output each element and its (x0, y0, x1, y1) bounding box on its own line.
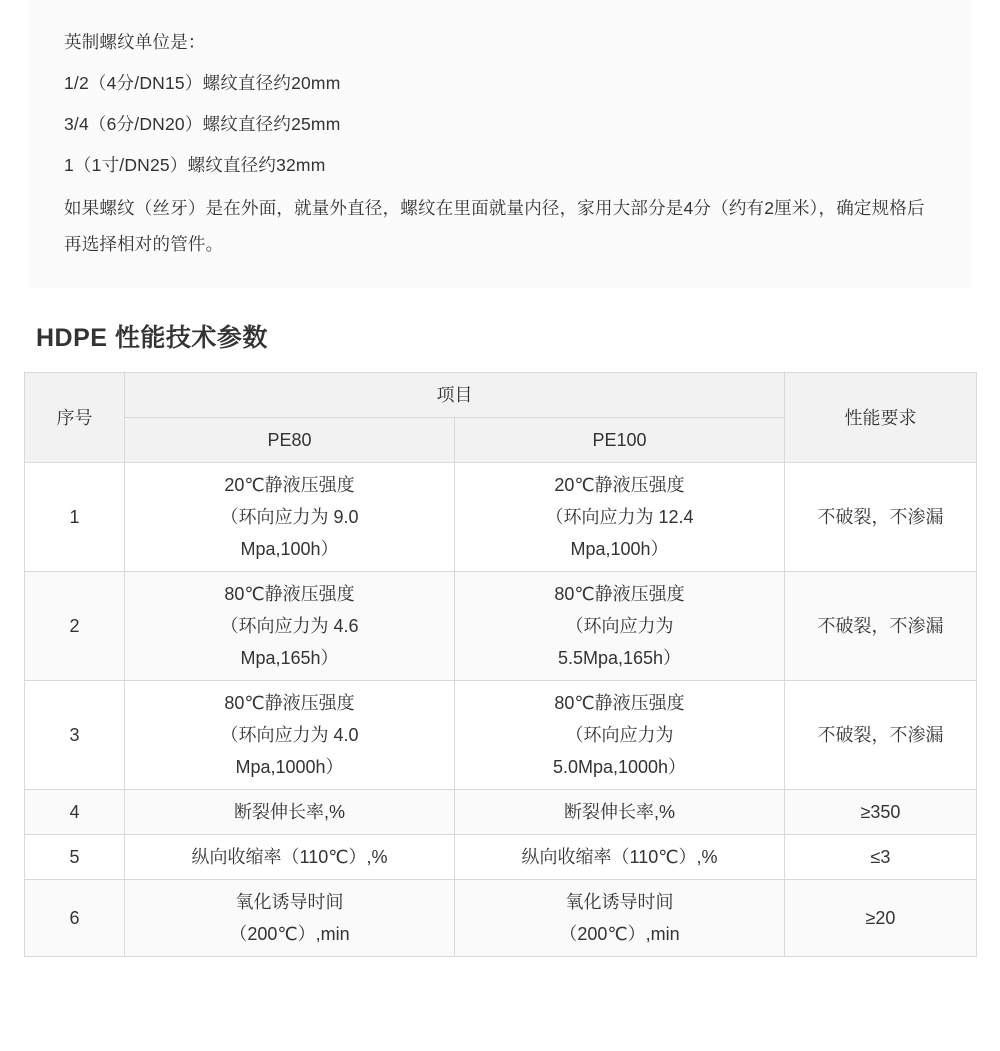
note-paragraph: 如果螺纹（丝牙）是在外面，就量外直径，螺纹在里面就量内径，家用大部分是4分（约有2厘米），确定规格后再选择相对的管件。 (64, 198, 925, 254)
cell-requirement: 不破裂，不渗漏 (785, 572, 977, 681)
cell-no: 6 (25, 880, 125, 957)
cell-requirement: 不破裂，不渗漏 (785, 681, 977, 790)
table-row (25, 790, 977, 835)
cell-pe80: 20℃静液压强度 （环向应力为 9.0 Mpa,100h） (125, 463, 455, 572)
cell-requirement: 不破裂，不渗漏 (785, 463, 977, 572)
table-row (25, 880, 977, 957)
cell-pe80: 纵向收缩率（110℃）,% (125, 835, 455, 880)
cell-no: 5 (25, 835, 125, 880)
cell-pe80: 80℃静液压强度 （环向应力为 4.0 Mpa,1000h） (125, 681, 455, 790)
table-row (25, 463, 977, 572)
cell-requirement: ≥350 (785, 790, 977, 835)
cell-no: 4 (25, 790, 125, 835)
table-row (25, 835, 977, 880)
table-body (25, 463, 977, 957)
cell-pe80: 断裂伸长率,% (125, 790, 455, 835)
cell-pe100: 80℃静液压强度 （环向应力为 5.5Mpa,165h） (455, 572, 785, 681)
header-item-group: 项目 (125, 373, 785, 418)
cell-pe80: 氧化诱导时间 （200℃）,min (125, 880, 455, 957)
section-title: HDPE 性能技术参数 (36, 324, 268, 352)
spec-table-wrapper (24, 372, 976, 957)
hdpe-spec-table (24, 372, 977, 957)
cell-requirement: ≥20 (785, 880, 977, 957)
cell-pe80: 80℃静液压强度 （环向应力为 4.6 Mpa,165h） (125, 572, 455, 681)
cell-pe100: 纵向收缩率（110℃）,% (455, 835, 785, 880)
cell-pe100: 氧化诱导时间 （200℃）,min (455, 880, 785, 957)
cell-pe100: 80℃静液压强度 （环向应力为 5.0Mpa,1000h） (455, 681, 785, 790)
table-header-row-1 (25, 373, 977, 418)
header-no: 序号 (25, 373, 125, 463)
cell-pe100: 20℃静液压强度 （环向应力为 12.4 Mpa,100h） (455, 463, 785, 572)
note-line-0: 英制螺纹单位是： (64, 32, 206, 52)
cell-no: 1 (25, 463, 125, 572)
cell-no: 3 (25, 681, 125, 790)
note-line-3: 1（1寸/DN25）螺纹直径约32mm (64, 155, 326, 175)
table-row (25, 681, 977, 790)
table-row (25, 572, 977, 681)
cell-requirement: ≤3 (785, 835, 977, 880)
cell-no: 2 (25, 572, 125, 681)
table-head (25, 373, 977, 463)
header-pe100: PE100 (455, 418, 785, 463)
thread-size-note (28, 0, 972, 288)
header-pe80: PE80 (125, 418, 455, 463)
header-requirement: 性能要求 (785, 373, 977, 463)
note-line-2: 3/4（6分/DN20）螺纹直径约25mm (64, 114, 341, 134)
cell-pe100: 断裂伸长率,% (455, 790, 785, 835)
note-line-1: 1/2（4分/DN15）螺纹直径约20mm (64, 73, 341, 93)
